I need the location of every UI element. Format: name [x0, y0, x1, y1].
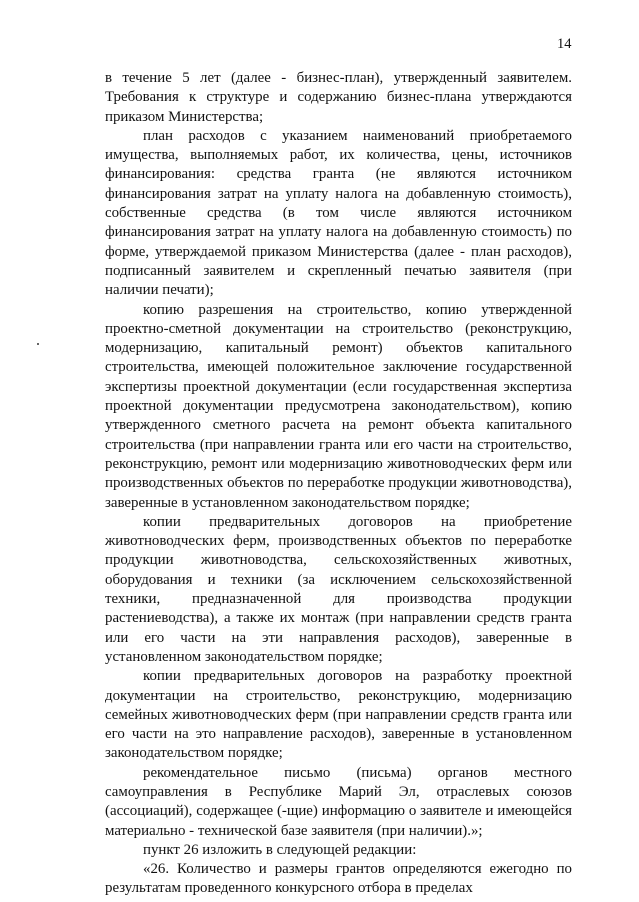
paragraph-expense-plan: план расходов с указанием наименований приобретаемого имущества, выполняемых работ, их количества, цены, источников финансирования: средства гранта (не являются источником финансирования затрат на уплату налога на добавленную стоимость), собственные средства (в том числе являются источником финансирования затрат на уплату налога на добавленную стоимость) по форме, утверждаемой приказом Министерства (далее - план расходов), подписанный заявителем и скрепленный печатью заявителя (при наличии печати); [105, 127, 572, 299]
document-body [105, 69, 572, 899]
page-number: 14 [557, 36, 572, 52]
paragraph-business-plan: в течение 5 лет (далее - бизнес-план), утвержденный заявителем. Требования к структуре и содержанию бизнес-плана утверждаются приказом Министерства; [105, 70, 572, 125]
paragraph-item-26-text: «26. Количество и размеры грантов определяются ежегодно по результатам проведенного конкурсного отбора в пределах [105, 861, 572, 897]
paragraph-preliminary-design-contracts: копии предварительных договоров на разработку проектной документации на строительство, реконструкцию, модернизацию семейных животноводческих ферм (при направлении средств гранта или его части на это направление расходов), заверенные в установленном законодательством порядке; [105, 668, 572, 762]
paragraph-item-26-instruction: пункт 26 изложить в следующей редакции: [143, 841, 417, 858]
paragraph-construction-permit: копию разрешения на строительство, копию утвержденной проектно-сметной документации на строительство (реконструкцию, модернизацию, капитальный ремонт) объектов капитального строительства, имеющей положительное заключение государственной экспертизы проектной документации (если государственная экспертиза проектной документации предусмотрена законодательством), копию утвержденного сметного расчета на ремонт объекта капитального строительства (при направлении гранта или его части на строительство, реконструкцию, ремонт или модернизацию животноводческих ферм или производственных объектов по переработке продукции животноводства), заверенные в установленном законодательством порядке; [105, 301, 572, 511]
paragraph-preliminary-purchase-contracts: копии предварительных договоров на приобретение животноводческих ферм, производственных объектов по переработке продукции животноводства, сельскохозяйственных животных, оборудования и техники (за исключением сельскохозяйственной техники, предназначенной для производства продукции растениеводства), а также их монтаж (при направлении средств гранта или его части на эти направления расходов), заверенные в установленном законодательством порядке; [105, 513, 572, 665]
paragraph-recommendation-letter: рекомендательное письмо (письма) органов местного самоуправления в Республике Марий Эл, отраслевых союзов (ассоциаций), содержащее (-щие) информацию о заявителе и имеющейся материально - технической базе заявителя (при наличии).»; [105, 764, 572, 839]
scan-mark [37, 343, 39, 345]
